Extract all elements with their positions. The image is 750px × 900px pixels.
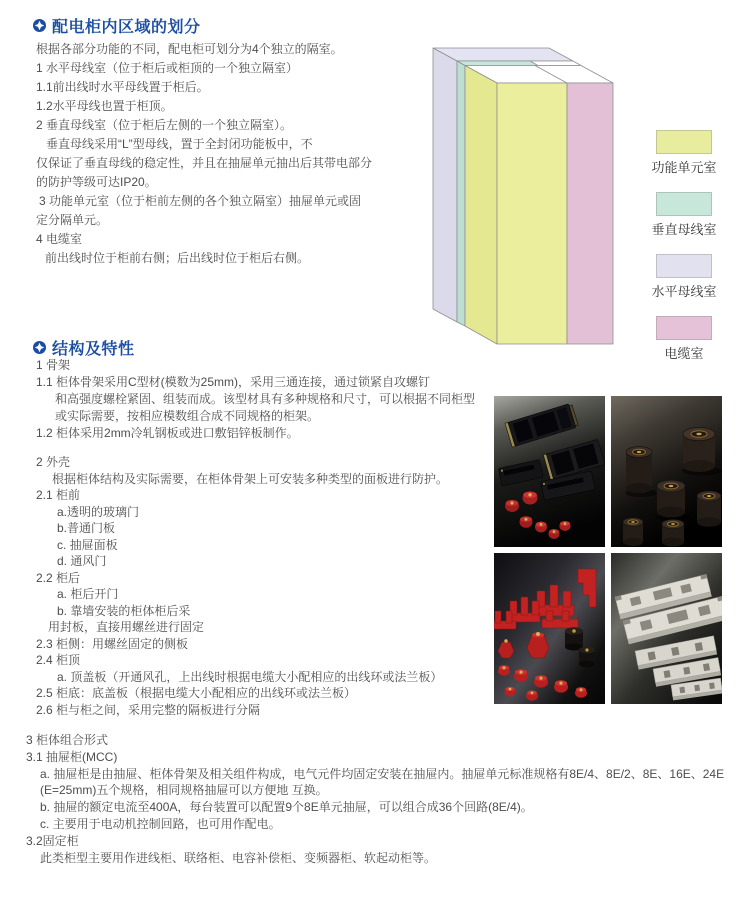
text-line: (E=25mm)五个规格，相同规格抽屉可以方便地 互换。 xyxy=(40,783,328,798)
text-line: 2.4 柜顶 xyxy=(36,653,81,667)
legend-color-swatch xyxy=(656,130,712,154)
horizontal-busbar-side-face xyxy=(433,48,457,322)
product-photos-grid xyxy=(494,396,722,704)
legend-item xyxy=(651,192,717,237)
text-block-division xyxy=(36,40,372,268)
legend-label: 水平母线室 xyxy=(651,284,717,299)
text-line: 3 功能单元室（位于柜前左侧的各个独立隔室）抽屉单元或固 xyxy=(39,194,362,208)
section-header-division xyxy=(33,14,201,37)
star-circle-icon xyxy=(33,341,46,354)
text-line: 1 水平母线室（位于柜后或柜顶的一个独立隔室） xyxy=(36,61,299,75)
product-photo-red-insulators xyxy=(494,553,605,704)
section-title: 配电柜内区域的划分 xyxy=(52,19,201,36)
text-line: 的防护等级可达IP20。 xyxy=(36,175,157,189)
text-line: 3 柜体组合形式 xyxy=(26,733,109,747)
text-line: 和高强度螺栓紧固、组装而成。该型材具有多种规格和尺寸，可以根据不同柜型 xyxy=(55,392,476,406)
section-header-structure xyxy=(33,336,135,359)
compartment-legend xyxy=(651,130,717,361)
product-photo-cylindrical-insulators xyxy=(611,396,722,547)
product-photo-busbar-clamps xyxy=(611,553,722,704)
legend-label: 电缆室 xyxy=(664,346,704,361)
cable-room-face xyxy=(567,83,613,344)
text-line: 根据柜体结构及实际需要，在柜体骨架上可安装多种类型的面板进行防护。 xyxy=(52,471,449,486)
text-line: 1.2 柜体采用2mm冷轧钢板或进口敷铝锌板制作。 xyxy=(36,426,299,440)
legend-label: 垂直母线室 xyxy=(651,222,717,237)
legend-item xyxy=(656,316,712,361)
text-line: 3.2固定柜 xyxy=(26,833,79,848)
text-block-shell xyxy=(36,454,448,718)
functional-unit-front-face xyxy=(497,83,567,344)
text-line: 用封板，直接用螺丝进行固定 xyxy=(48,620,205,634)
legend-item xyxy=(651,254,717,299)
text-line: b. 抽屉的额定电流至400A，每台装置可以配置9个8E单元抽屉，可以组合成36个回路(8E/4)。 xyxy=(40,800,533,815)
text-line: 前出线时位于柜前右侧；后出线时位于柜后右侧。 xyxy=(45,251,310,265)
text-line: 1 骨架 xyxy=(36,358,71,372)
text-line: 3.1 抽屉柜(MCC) xyxy=(26,749,118,764)
text-line: 定分隔单元。 xyxy=(36,213,109,227)
text-line: 2.6 柜与柜之间，采用完整的隔板进行分隔 xyxy=(36,702,261,717)
vertical-busbar-top-face xyxy=(457,61,538,66)
text-line: 或实际需要，按相应模数组合成不同规格的柜架。 xyxy=(55,409,320,423)
legend-color-swatch xyxy=(656,254,712,278)
text-line: 此类柜型主要用作进线柜、联络柜、电容补偿柜、变频器柜、软起动柜等。 xyxy=(40,850,437,865)
text-line: c. 主要用于电动机控制回路，也可用作配电。 xyxy=(40,816,281,831)
legend-color-swatch xyxy=(656,192,712,216)
text-line: 2 外壳 xyxy=(36,455,71,469)
text-line: 垂直母线采用“L”型母线，置于全封闭功能板中，不 xyxy=(46,137,313,151)
text-line: b. 靠墙安装的柜体柜后采 xyxy=(57,603,191,618)
text-block-frame xyxy=(36,357,475,442)
text-line: a. 抽屉柜是由抽屉、柜体骨架及相关组件构成，电气元件均固定安装在抽屉内。抽屉单元标准规格有8E/4、8E/2、8E、16E、24E xyxy=(40,766,725,781)
text-line: a. 顶盖板（开通风孔，上出线时根据电缆大小配相应的出线环或法兰板） xyxy=(57,669,443,684)
product-photo-busbar-supports xyxy=(494,396,605,547)
text-line: c. 抽屉面板 xyxy=(57,537,118,552)
vertical-busbar-side-face xyxy=(457,61,465,326)
text-line: b.普通门板 xyxy=(57,521,116,535)
text-block-combination xyxy=(26,732,724,866)
text-line: 2 垂直母线室（位于柜后左侧的一个独立隔室）。 xyxy=(36,118,293,132)
text-line: d. 通风门 xyxy=(57,554,107,568)
star-circle-icon xyxy=(33,19,46,32)
text-line: 根据各部分功能的不同，配电柜可划分为4个独立的隔室。 xyxy=(36,42,343,56)
text-line: 4 电缆室 xyxy=(36,232,83,246)
legend-color-swatch xyxy=(656,316,712,340)
text-line: a. 柜后开门 xyxy=(57,587,119,601)
text-line: 2.5 柜底：底盖板（根据电缆大小配相应的出线环或法兰板） xyxy=(36,686,357,700)
legend-item xyxy=(651,130,717,175)
text-line: 1.1 柜体骨架采用C型材(模数为25mm)，采用三通连接，通过锁紧自攻螺钉 xyxy=(36,375,431,389)
section-title: 结构及特性 xyxy=(52,341,135,358)
text-line: 1.1前出线时水平母线置于柜后。 xyxy=(36,80,209,94)
text-line: 2.3 柜侧：用螺丝固定的侧板 xyxy=(36,636,189,651)
text-line: 仅保证了垂直母线的稳定性，并且在抽屉单元抽出后其带电部分 xyxy=(36,156,373,170)
text-line: 2.1 柜前 xyxy=(36,488,81,502)
cabinet-compartment-diagram xyxy=(430,42,620,352)
legend-label: 功能单元室 xyxy=(651,160,717,175)
functional-unit-side-face xyxy=(465,66,497,345)
text-line: 2.2 柜后 xyxy=(36,570,81,585)
text-line: a.透明的玻璃门 xyxy=(57,504,140,519)
text-line: 1.2水平母线也置于柜顶。 xyxy=(36,99,173,113)
